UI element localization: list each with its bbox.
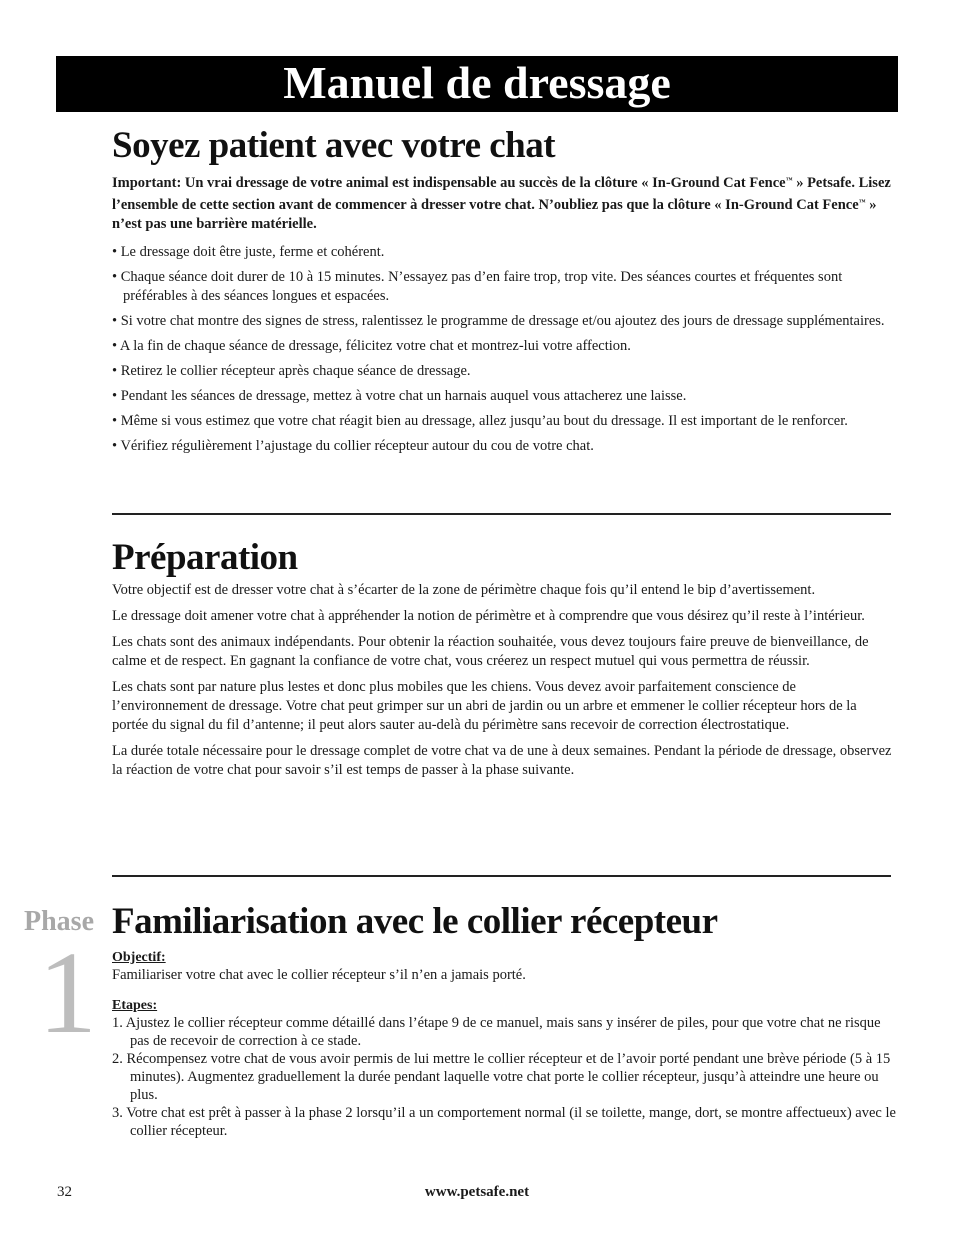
objective-text: Familiariser votre chat avec le collier récepteur s’il n’en a jamais porté. — [112, 967, 526, 983]
paragraph: Les chats sont des animaux indépendants. Pour obtenir la réaction souhaitée, vous devez toujours faire preuve de bienveillance, de calme et de respect. En gagnant la confiance de votre chat, vous créerez un respect mutuel qui vous permettra de réussir. — [112, 634, 869, 669]
paragraph: La durée totale nécessaire pour le dressage complet de votre chat va de une à deux semaines. Pendant la période de dressage, observez la réaction de votre chat pour savoir s’il est temps de passer à la phase suivante. — [112, 743, 892, 778]
objective-label: Objectif: — [112, 950, 166, 965]
divider — [112, 875, 891, 877]
steps-list — [112, 1014, 900, 1140]
page-number: 32 — [57, 1184, 72, 1200]
paragraph: Les chats sont par nature plus lestes et donc plus mobiles que les chiens. Vous devez avoir parfaitement conscience de l’environnement de dressage. Votre chat peut grimper sur un abri de jardin ou un arbre et emmener le collier récepteur hors de la portée du signal du fil d’antenne; il peut alors sauter au-delà du périmètre sans recevoir de correction électrostatique. — [112, 679, 857, 733]
section-heading: Préparation — [112, 537, 298, 578]
section-heading: Familiarisation avec le collier récepteur — [112, 901, 718, 942]
section-preparation — [112, 536, 894, 787]
divider — [112, 513, 891, 515]
list-item: 3. Votre chat est prêt à passer à la phase 2 lorsqu’il a un comportement normal (il se toilette, mange, dort, se montre affectueux) avec le collier récepteur. — [112, 1105, 896, 1139]
list-item: • Le dressage doit être juste, ferme et cohérent. — [112, 244, 385, 260]
list-item: • Vérifiez régulièrement l’ajustage du collier récepteur autour du cou de votre chat. — [112, 438, 594, 454]
steps-label: Etapes: — [112, 998, 158, 1013]
list-item: • Retirez le collier récepteur après chaque séance de dressage. — [112, 363, 471, 379]
section-heading: Soyez patient avec votre chat — [112, 125, 556, 166]
paragraph: Le dressage doit amener votre chat à appréhender la notion de périmètre et à comprendre que vous désirez qu’il reste à l’intérieur. — [112, 608, 865, 624]
list-item: 1. Ajustez le collier récepteur comme détaillé dans l’étape 9 de ce manuel, mais sans y insérer de piles, pour que votre chat ne risque pas de recevoir de correction à ce stade. — [112, 1015, 881, 1049]
section-patience — [112, 124, 894, 462]
list-item: 2. Récompensez votre chat de vous avoir permis de lui mettre le collier récepteur et de l’avoir porté pendant une brève période (5 à 15 minutes). Augmentez graduellement la durée pendant laquelle votre chat porte le collier récepteur, jusqu’à atteindre une heure ou plus. — [112, 1051, 891, 1103]
paragraph: Votre objectif est de dresser votre chat à s’écarter de la zone de périmètre chaque fois qu’il entend le bip d’avertissement. — [112, 582, 816, 598]
phase-label: Phase — [24, 906, 94, 937]
list-item: • Si votre chat montre des signes de stress, ralentissez le programme de dressage et/ou ajoutez des jours de dressage supplémentaires. — [112, 313, 885, 329]
list-item: • Chaque séance doit durer de 10 à 15 minutes. N’essayez pas d’en faire trop, trop vite. Des séances courtes et fréquentes sont préférables à des séances longues et espacées. — [112, 269, 843, 304]
important-notice: Important: Un vrai dressage de votre animal est indispensable au succès de la clôture « In-Ground Cat Fence™ » Petsafe. Lisez l’ensemble de cette section avant de commencer à dresser votre chat. N’oubliez pas que la clôture « In-Ground Cat Fence™ » n’est pas une barrière matérielle. — [112, 175, 891, 232]
section-familiarisation — [112, 900, 900, 1140]
footer-url: www.petsafe.net — [424, 1184, 530, 1200]
phase-number: 1 — [38, 927, 97, 1058]
tips-list — [112, 243, 894, 456]
list-item: • Pendant les séances de dressage, mettez à votre chat un harnais auquel vous attacherez une laisse. — [112, 388, 687, 404]
list-item: • Même si vous estimez que votre chat réagit bien au dressage, allez jusqu’au bout du dressage. Il est important de le renforcer. — [112, 413, 848, 429]
page-title: Manuel de dressage — [56, 56, 898, 112]
list-item: • A la fin de chaque séance de dressage, félicitez votre chat et montrez-lui votre affection. — [112, 338, 631, 354]
